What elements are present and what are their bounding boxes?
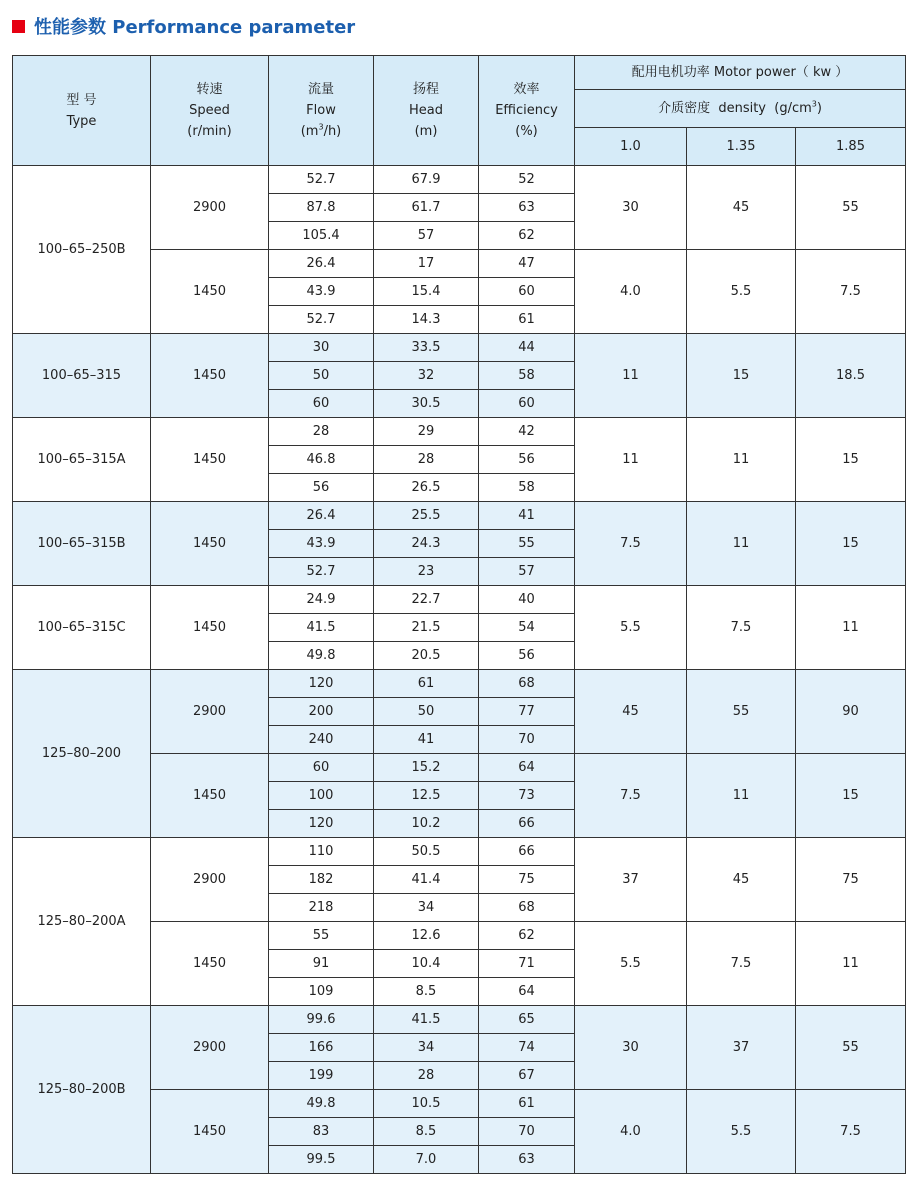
flow-cell: 120 xyxy=(269,670,374,698)
efficiency-cell: 60 xyxy=(479,278,575,306)
flow-cell: 52.7 xyxy=(269,166,374,194)
head-cell: 17 xyxy=(374,250,479,278)
model-type-cell: 100–65–315B xyxy=(13,502,151,586)
head-header-cn: 扬程 xyxy=(412,82,439,97)
model-type-cell: 100–65–250B xyxy=(13,166,151,334)
type-header-en: Type xyxy=(66,113,97,129)
head-cell: 14.3 xyxy=(374,306,479,334)
flow-cell: 105.4 xyxy=(269,222,374,250)
model-type-cell: 125–80–200A xyxy=(13,838,151,1006)
efficiency-cell: 74 xyxy=(479,1034,575,1062)
head-cell: 15.4 xyxy=(374,278,479,306)
power-1-35-cell: 11 xyxy=(687,418,796,502)
flow-cell: 49.8 xyxy=(269,1090,374,1118)
head-cell: 34 xyxy=(374,894,479,922)
table-row xyxy=(13,586,906,614)
power-1-35-cell: 11 xyxy=(687,754,796,838)
power-1-85-cell: 11 xyxy=(796,586,906,670)
red-square-icon xyxy=(12,20,25,33)
model-block xyxy=(13,1006,906,1174)
flow-cell: 91 xyxy=(269,950,374,978)
flow-cell: 26.4 xyxy=(269,502,374,530)
efficiency-cell: 57 xyxy=(479,558,575,586)
flow-cell: 52.7 xyxy=(269,306,374,334)
power-1-35-cell: 5.5 xyxy=(687,1090,796,1174)
flow-cell: 30 xyxy=(269,334,374,362)
speed-cell: 2900 xyxy=(151,838,269,922)
flow-header-cn: 流量 xyxy=(307,82,334,97)
model-type-cell: 125–80–200 xyxy=(13,670,151,838)
power-1-85-cell: 11 xyxy=(796,922,906,1006)
density-header: 介质密度 density $(g/cm^3)$ xyxy=(575,90,906,128)
flow-header-unit: $(m^3/h)$ xyxy=(300,122,342,139)
speed-cell: 1450 xyxy=(151,586,269,670)
head-cell: 10.4 xyxy=(374,950,479,978)
efficiency-header-en: Efficiency xyxy=(495,103,558,118)
power-1-85-cell: 18.5 xyxy=(796,334,906,418)
model-block xyxy=(13,838,906,1006)
power-1-85-cell: 15 xyxy=(796,754,906,838)
efficiency-cell: 44 xyxy=(479,334,575,362)
power-1-0-cell: 45 xyxy=(575,670,687,754)
speed-cell: 2900 xyxy=(151,670,269,754)
motor-power-header: 配用电机功率 Motor power（ kw ） xyxy=(575,56,906,90)
flow-cell: 99.5 xyxy=(269,1146,374,1174)
efficiency-cell: 62 xyxy=(479,222,575,250)
head-cell: 22.7 xyxy=(374,586,479,614)
power-1-0-cell: 5.5 xyxy=(575,586,687,670)
power-1-0-cell: 37 xyxy=(575,838,687,922)
power-1-85-cell: 7.5 xyxy=(796,250,906,334)
head-cell: 41 xyxy=(374,726,479,754)
head-cell: 26.5 xyxy=(374,474,479,502)
model-block xyxy=(13,166,906,334)
efficiency-cell: 68 xyxy=(479,894,575,922)
flow-cell: 110 xyxy=(269,838,374,866)
head-cell: 41.5 xyxy=(374,1006,479,1034)
efficiency-cell: 56 xyxy=(479,446,575,474)
speed-cell: 2900 xyxy=(151,1006,269,1090)
head-cell: 24.3 xyxy=(374,530,479,558)
speed-header-cn: 转速 xyxy=(196,82,223,97)
head-cell: 28 xyxy=(374,1062,479,1090)
efficiency-cell: 70 xyxy=(479,1118,575,1146)
head-cell: 12.6 xyxy=(374,922,479,950)
flow-cell: 60 xyxy=(269,754,374,782)
flow-cell: 24.9 xyxy=(269,586,374,614)
flow-cell: 26.4 xyxy=(269,250,374,278)
table-row xyxy=(13,334,906,362)
speed-header xyxy=(151,56,269,166)
model-type-cell: 100–65–315A xyxy=(13,418,151,502)
table-row xyxy=(13,418,906,446)
efficiency-header-cn: 效率 xyxy=(513,82,540,97)
flow-cell: 46.8 xyxy=(269,446,374,474)
power-1-0-cell: 11 xyxy=(575,334,687,418)
head-cell: 20.5 xyxy=(374,642,479,670)
flow-cell: 50 xyxy=(269,362,374,390)
power-1-35-cell: 37 xyxy=(687,1006,796,1090)
flow-cell: 99.6 xyxy=(269,1006,374,1034)
density-1-35: 1.35 xyxy=(687,128,796,166)
flow-cell: 199 xyxy=(269,1062,374,1090)
head-header-unit: (m) xyxy=(414,124,438,139)
efficiency-cell: 71 xyxy=(479,950,575,978)
efficiency-header-unit: (%) xyxy=(515,124,538,139)
table-row xyxy=(13,502,906,530)
section-title-text: 性能参数 Performance parameter xyxy=(34,17,356,38)
flow-cell: 43.9 xyxy=(269,530,374,558)
head-cell: 28 xyxy=(374,446,479,474)
flow-header-en: Flow xyxy=(306,103,336,118)
speed-cell: 1450 xyxy=(151,334,269,418)
head-cell: 21.5 xyxy=(374,614,479,642)
speed-cell: 2900 xyxy=(151,166,269,250)
head-cell: 10.2 xyxy=(374,810,479,838)
table-row xyxy=(13,1006,906,1034)
efficiency-cell: 64 xyxy=(479,978,575,1006)
efficiency-cell: 60 xyxy=(479,390,575,418)
efficiency-cell: 63 xyxy=(479,1146,575,1174)
power-1-35-cell: 45 xyxy=(687,166,796,250)
head-cell: 34 xyxy=(374,1034,479,1062)
model-block xyxy=(13,586,906,670)
flow-cell: 240 xyxy=(269,726,374,754)
head-header xyxy=(374,56,479,166)
model-type-cell: 100–65–315C xyxy=(13,586,151,670)
table-row xyxy=(13,838,906,866)
model-block xyxy=(13,334,906,418)
speed-cell: 1450 xyxy=(151,1090,269,1174)
head-cell: 23 xyxy=(374,558,479,586)
power-1-35-cell: 11 xyxy=(687,502,796,586)
efficiency-cell: 56 xyxy=(479,642,575,670)
efficiency-cell: 70 xyxy=(479,726,575,754)
flow-cell: 52.7 xyxy=(269,558,374,586)
flow-cell: 100 xyxy=(269,782,374,810)
flow-cell: 60 xyxy=(269,390,374,418)
head-header-en: Head xyxy=(409,103,443,118)
efficiency-cell: 58 xyxy=(479,362,575,390)
model-type-cell: 100–65–315 xyxy=(13,334,151,418)
efficiency-cell: 61 xyxy=(479,306,575,334)
section-title xyxy=(12,14,355,38)
power-1-85-cell: 15 xyxy=(796,502,906,586)
efficiency-cell: 61 xyxy=(479,1090,575,1118)
power-1-35-cell: 5.5 xyxy=(687,250,796,334)
efficiency-cell: 54 xyxy=(479,614,575,642)
efficiency-cell: 68 xyxy=(479,670,575,698)
head-cell: 50.5 xyxy=(374,838,479,866)
efficiency-cell: 52 xyxy=(479,166,575,194)
flow-cell: 55 xyxy=(269,922,374,950)
efficiency-cell: 73 xyxy=(479,782,575,810)
flow-cell: 56 xyxy=(269,474,374,502)
head-cell: 61 xyxy=(374,670,479,698)
power-1-35-cell: 45 xyxy=(687,838,796,922)
efficiency-cell: 66 xyxy=(479,810,575,838)
flow-cell: 218 xyxy=(269,894,374,922)
efficiency-cell: 42 xyxy=(479,418,575,446)
efficiency-cell: 64 xyxy=(479,754,575,782)
power-1-0-cell: 30 xyxy=(575,166,687,250)
head-cell: 32 xyxy=(374,362,479,390)
power-1-0-cell: 7.5 xyxy=(575,502,687,586)
efficiency-cell: 65 xyxy=(479,1006,575,1034)
head-cell: 12.5 xyxy=(374,782,479,810)
head-cell: 30.5 xyxy=(374,390,479,418)
power-1-85-cell: 55 xyxy=(796,166,906,250)
power-1-35-cell: 7.5 xyxy=(687,922,796,1006)
flow-cell: 182 xyxy=(269,866,374,894)
head-cell: 8.5 xyxy=(374,1118,479,1146)
power-1-0-cell: 4.0 xyxy=(575,250,687,334)
efficiency-cell: 66 xyxy=(479,838,575,866)
power-1-85-cell: 90 xyxy=(796,670,906,754)
head-cell: 29 xyxy=(374,418,479,446)
model-block xyxy=(13,670,906,838)
efficiency-cell: 47 xyxy=(479,250,575,278)
model-block xyxy=(13,502,906,586)
efficiency-cell: 41 xyxy=(479,502,575,530)
power-1-35-cell: 55 xyxy=(687,670,796,754)
power-1-0-cell: 5.5 xyxy=(575,922,687,1006)
speed-cell: 1450 xyxy=(151,502,269,586)
flow-cell: 109 xyxy=(269,978,374,1006)
flow-cell: 87.8 xyxy=(269,194,374,222)
speed-cell: 1450 xyxy=(151,250,269,334)
flow-cell: 49.8 xyxy=(269,642,374,670)
speed-cell: 1450 xyxy=(151,754,269,838)
flow-cell: 43.9 xyxy=(269,278,374,306)
flow-cell: 41.5 xyxy=(269,614,374,642)
head-cell: 50 xyxy=(374,698,479,726)
flow-cell: 166 xyxy=(269,1034,374,1062)
efficiency-header xyxy=(479,56,575,166)
power-1-0-cell: 4.0 xyxy=(575,1090,687,1174)
flow-cell: 28 xyxy=(269,418,374,446)
table-row xyxy=(13,166,906,194)
power-1-85-cell: 55 xyxy=(796,1006,906,1090)
head-cell: 61.7 xyxy=(374,194,479,222)
head-cell: 15.2 xyxy=(374,754,479,782)
power-1-85-cell: 7.5 xyxy=(796,1090,906,1174)
power-1-35-cell: 7.5 xyxy=(687,586,796,670)
head-cell: 67.9 xyxy=(374,166,479,194)
power-1-0-cell: 30 xyxy=(575,1006,687,1090)
flow-header xyxy=(269,56,374,166)
power-1-0-cell: 7.5 xyxy=(575,754,687,838)
head-cell: 25.5 xyxy=(374,502,479,530)
model-type-cell: 125–80–200B xyxy=(13,1006,151,1174)
efficiency-cell: 63 xyxy=(479,194,575,222)
head-cell: 57 xyxy=(374,222,479,250)
flow-cell: 200 xyxy=(269,698,374,726)
power-1-35-cell: 15 xyxy=(687,334,796,418)
efficiency-cell: 55 xyxy=(479,530,575,558)
power-1-85-cell: 75 xyxy=(796,838,906,922)
speed-header-unit: (r/min) xyxy=(187,124,232,139)
head-cell: 33.5 xyxy=(374,334,479,362)
efficiency-cell: 75 xyxy=(479,866,575,894)
performance-table xyxy=(12,55,906,1174)
density-1-85: 1.85 xyxy=(796,128,906,166)
table-row xyxy=(13,670,906,698)
type-header xyxy=(13,56,151,166)
efficiency-cell: 58 xyxy=(479,474,575,502)
efficiency-cell: 40 xyxy=(479,586,575,614)
head-cell: 7.0 xyxy=(374,1146,479,1174)
efficiency-cell: 62 xyxy=(479,922,575,950)
speed-cell: 1450 xyxy=(151,922,269,1006)
density-1-0: 1.0 xyxy=(575,128,687,166)
flow-cell: 120 xyxy=(269,810,374,838)
power-1-0-cell: 11 xyxy=(575,418,687,502)
flow-cell: 83 xyxy=(269,1118,374,1146)
head-cell: 41.4 xyxy=(374,866,479,894)
type-header-cn: 型 号 xyxy=(66,92,97,108)
efficiency-cell: 67 xyxy=(479,1062,575,1090)
power-1-85-cell: 15 xyxy=(796,418,906,502)
speed-header-en: Speed xyxy=(189,103,230,118)
table-header xyxy=(13,56,906,166)
speed-cell: 1450 xyxy=(151,418,269,502)
head-cell: 8.5 xyxy=(374,978,479,1006)
head-cell: 10.5 xyxy=(374,1090,479,1118)
efficiency-cell: 77 xyxy=(479,698,575,726)
model-block xyxy=(13,418,906,502)
